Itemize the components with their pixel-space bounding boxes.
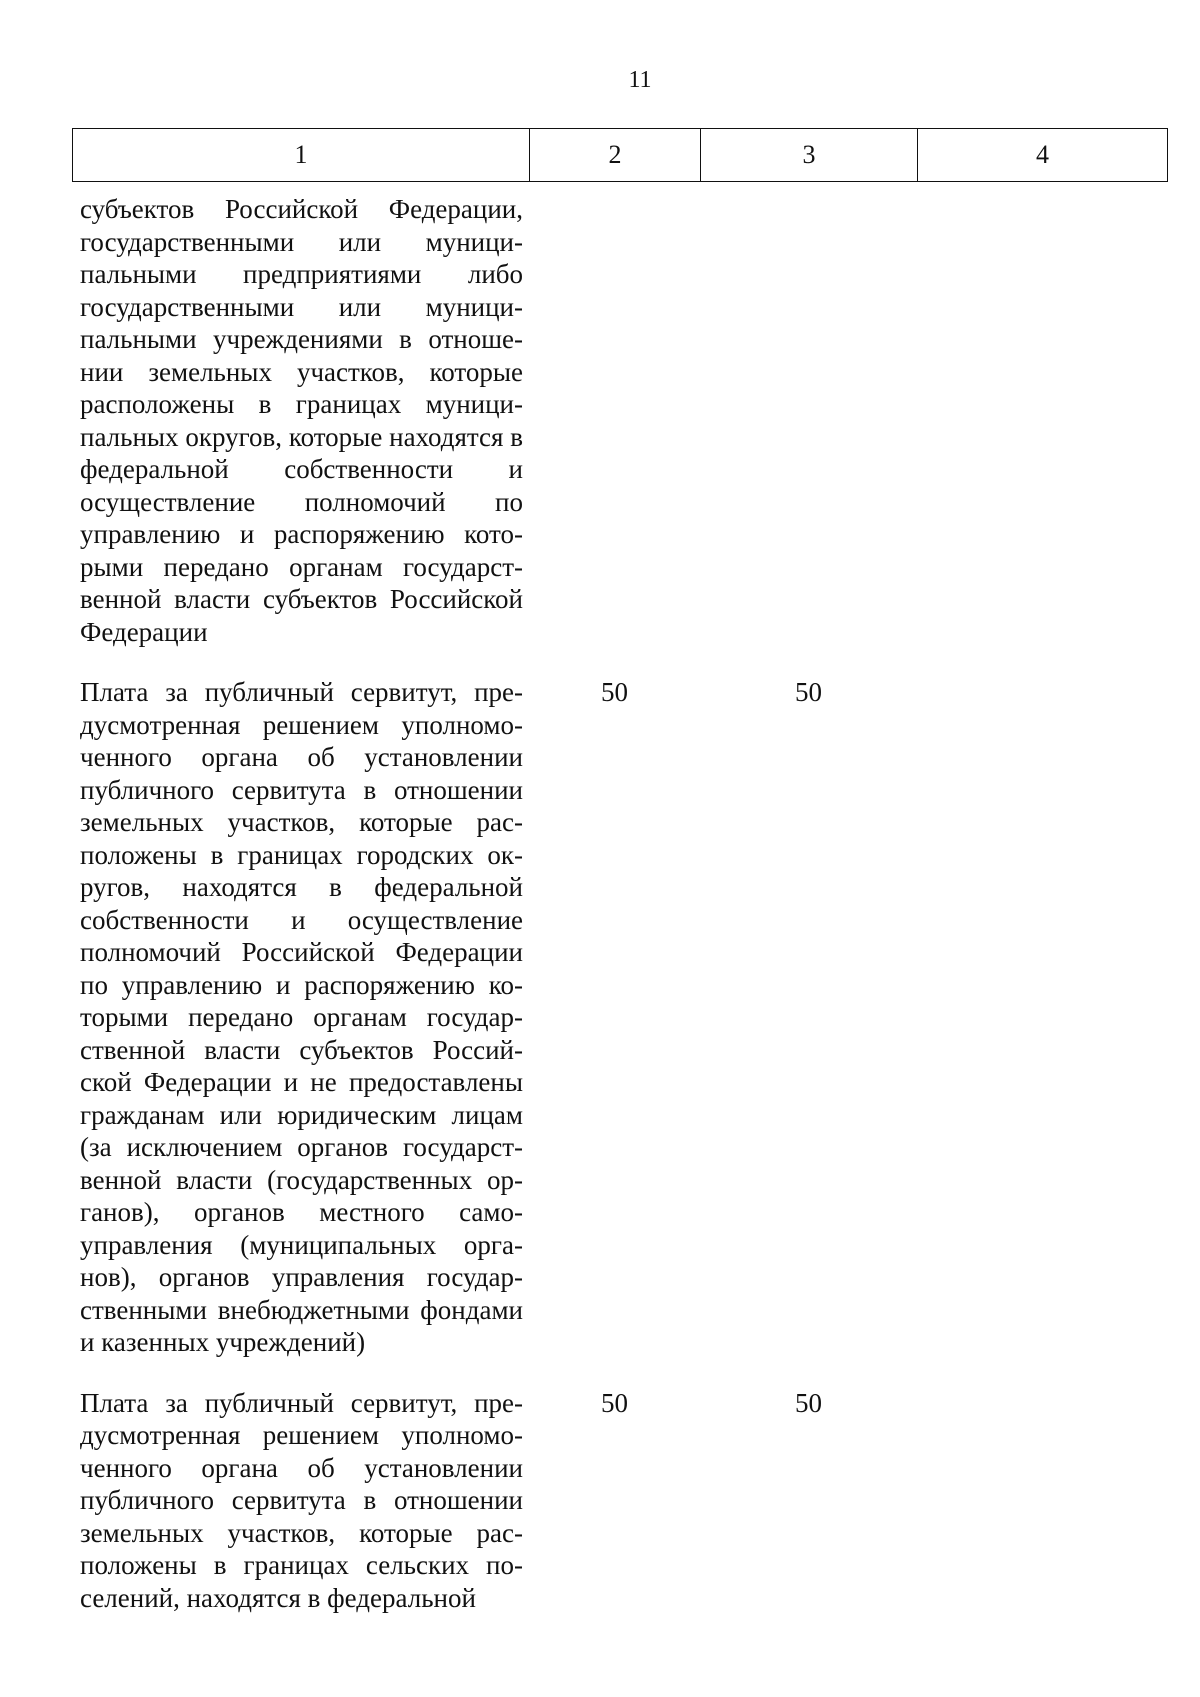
table-row [72, 676, 1167, 1359]
row-spacer [72, 1359, 1167, 1387]
row-description: субъектов Российской Федерации, государственными или муниципальными предприятиями либо государственными или муниципальными учреждениями в отношении земельных участков, которые расположены в границах муниципальных округов, которые находятся в федеральной собственности и осуществление полномочий по управлению и распоряжению которыми передано органам государственной власти субъектов Российской Федерации [80, 194, 523, 647]
header-col-4: 4 [918, 129, 1168, 182]
row-description: Плата за публичный сервитут, предусмотренная решением уполномоченного органа об установлении публичного сервитута в отношении земельных участков, которые расположены в границах городских округов, находятся в федеральной собственности и осуществление полномочий Российской Федерации по управлению и распоряжению которыми передано органам государственной власти субъектов Российской Федерации и не предоставлены гражданам или юридическим лицам (за исключением органов государственной власти (государственных органов), органов местного самоуправления (муниципальных органов), органов управления государственными внебюджетными фондами и казенных учреждений) [80, 677, 523, 1357]
header-col-2: 2 [530, 129, 701, 182]
page-number: 11 [628, 67, 652, 93]
row-spacer [72, 648, 1167, 676]
row-value-col-4 [917, 676, 1167, 1359]
row-value-col-3 [700, 193, 917, 648]
row-value-col-4 [917, 1387, 1167, 1615]
header-col-3: 3 [701, 129, 918, 182]
row-value-col-3: 50 [795, 677, 822, 707]
header-row [73, 129, 1168, 182]
row-value-col-2: 50 [601, 677, 628, 707]
table-row [72, 1387, 1167, 1615]
row-value-col-4 [917, 193, 1167, 648]
row-description: Плата за публичный сервитут, предусмотренная решением уполномоченного органа об установлении публичного сервитута в отношении земельных участков, которые расположены в границах сельских поселений, находятся в федеральной [80, 1387, 523, 1613]
header-col-1: 1 [73, 129, 530, 182]
table-row [72, 193, 1167, 648]
document-table-body [72, 193, 1167, 1614]
row-value-col-2: 50 [601, 1387, 628, 1418]
column-number-header [72, 128, 1168, 182]
row-value-col-3: 50 [795, 1387, 822, 1418]
row-value-col-2 [529, 193, 700, 648]
